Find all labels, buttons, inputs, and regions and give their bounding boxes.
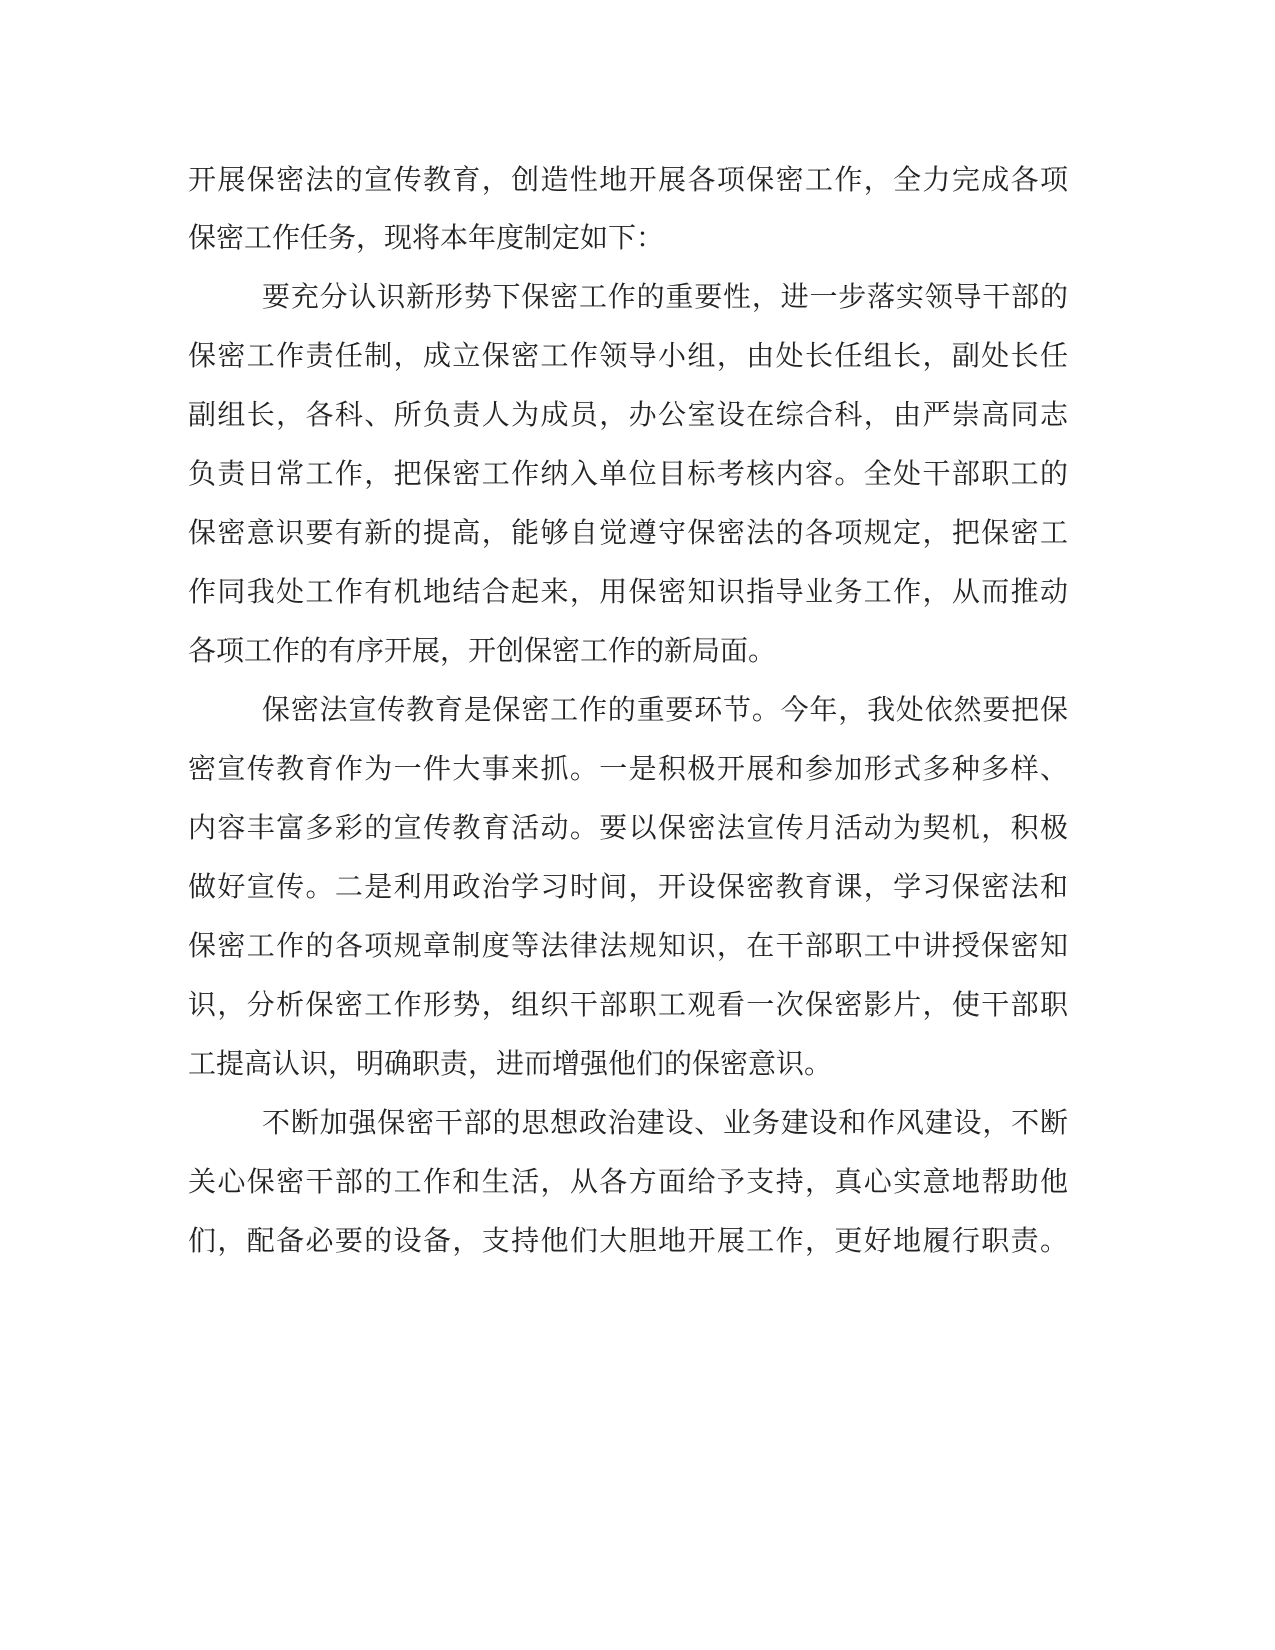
paragraph-1-line-2: 保密工作任务，现将本年度制定如下： <box>188 221 665 254</box>
paragraph-3-line-3: 内容丰富多彩的宣传教育活动。要以保密法宣传月活动为契机，积极 <box>188 811 1068 844</box>
paragraph-3-line-4: 做好宣传。二是利用政治学习时间，开设保密教育课，学习保密法和 <box>188 870 1068 903</box>
paragraph-2-line-3: 副组长，各科、所负责人为成员，办公室设在综合科，由严崇高同志 <box>188 398 1068 431</box>
paragraph-2-line-5: 保密意识要有新的提高，能够自觉遵守保密法的各项规定，把保密工 <box>188 516 1068 549</box>
paragraph-1-line-1: 开展保密法的宣传教育，创造性地开展各项保密工作，全力完成各项 <box>188 163 1068 196</box>
paragraph-3-line-5: 保密工作的各项规章制度等法律法规知识，在干部职工中讲授保密知 <box>188 929 1068 962</box>
paragraph-2-line-6: 作同我处工作有机地结合起来，用保密知识指导业务工作，从而推动 <box>188 575 1068 608</box>
paragraph-2-line-1: 要充分认识新形势下保密工作的重要性，进一步落实领导干部的 <box>262 280 1068 313</box>
paragraph-3-line-1: 保密法宣传教育是保密工作的重要环节。今年，我处依然要把保 <box>262 693 1068 726</box>
paragraph-3-line-6: 识，分析保密工作形势，组织干部职工观看一次保密影片，使干部职 <box>188 988 1068 1021</box>
paragraph-2-line-4: 负责日常工作，把保密工作纳入单位目标考核内容。全处干部职工的 <box>188 457 1068 490</box>
paragraph-2-line-7: 各项工作的有序开展，开创保密工作的新局面。 <box>188 634 777 667</box>
paragraph-4-line-2: 关心保密干部的工作和生活，从各方面给予支持，真心实意地帮助他 <box>188 1165 1068 1198</box>
paragraph-4-line-1: 不断加强保密干部的思想政治建设、业务建设和作风建设，不断 <box>262 1106 1068 1139</box>
paragraph-3-line-7: 工提高认识，明确职责，进而增强他们的保密意识。 <box>188 1047 833 1080</box>
paragraph-2-line-2: 保密工作责任制，成立保密工作领导小组，由处长任组长，副处长任 <box>188 339 1068 372</box>
paragraph-4-line-3: 们，配备必要的设备，支持他们大胆地开展工作，更好地履行职责。 <box>188 1224 1068 1257</box>
paragraph-3-line-2: 密宣传教育作为一件大事来抓。一是积极开展和参加形式多种多样、 <box>188 752 1068 785</box>
